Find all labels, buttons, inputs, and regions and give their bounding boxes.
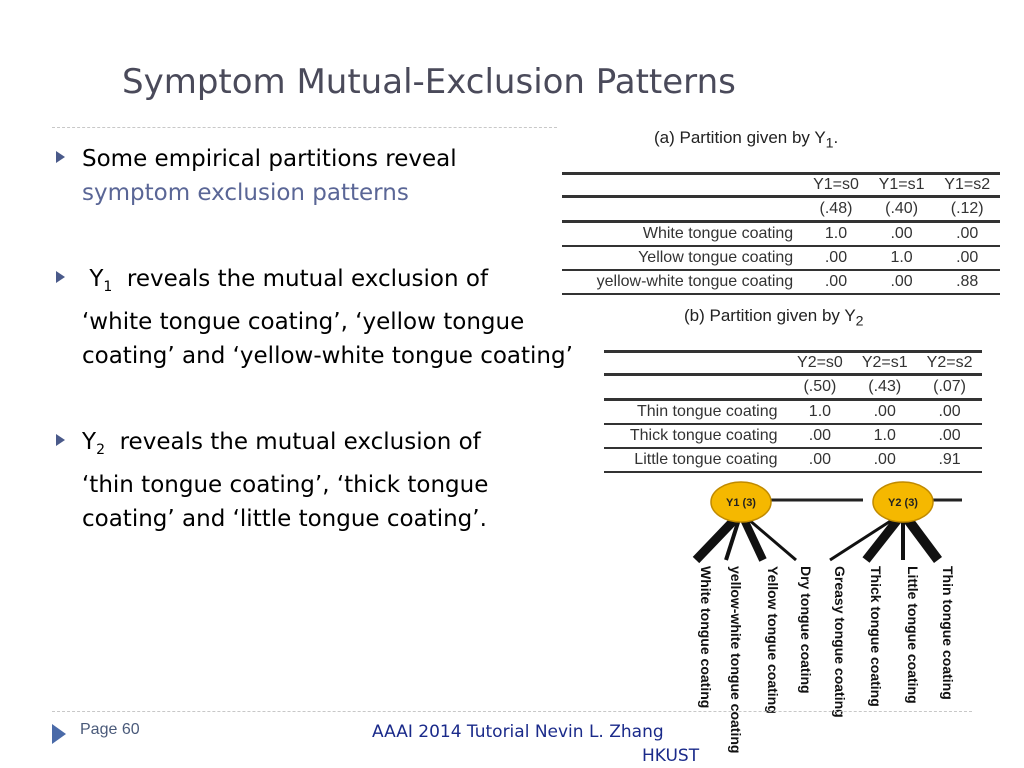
leaf-label: Dry tongue coating	[798, 566, 814, 694]
table-row: Yellow tongue coating .00 1.0 .00	[562, 246, 1000, 270]
leaf-label: yellow-white tongue coating	[728, 566, 744, 754]
bullet-2-var: Y	[89, 266, 104, 292]
leaf-label: Greasy tongue coating	[832, 566, 848, 718]
table-row: Thin tongue coating 1.0 .00 .00	[604, 400, 982, 425]
footer-tutorial: AAAI 2014 Tutorial Nevin L. Zhang	[372, 722, 664, 742]
table-row: yellow-white tongue coating .00 .00 .88	[562, 270, 1000, 294]
table-b-prior: (.07)	[917, 375, 982, 400]
slide-title: Symptom Mutual-Exclusion Patterns	[122, 62, 736, 102]
leaf-label: Little tongue coating	[905, 566, 921, 704]
caption-a: (a) Partition given by $Y_1$.	[654, 128, 839, 152]
table-row: Thick tongue coating .00 1.0 .00	[604, 424, 982, 448]
latent-node-label: Y2 (3)	[888, 497, 918, 509]
table-row: Little tongue coating .00 .00 .91	[604, 448, 982, 472]
table-a-prior: (.12)	[934, 197, 1000, 222]
table-a-prior: (.40)	[869, 197, 935, 222]
partition-table-b	[604, 350, 982, 473]
footer-divider	[52, 711, 972, 712]
bullet-1-text: Some empirical partitions reveal	[82, 146, 457, 172]
page-number: Page 60	[80, 721, 140, 738]
table-b-header: Y2=s1	[852, 352, 917, 375]
table-b-header: Y2=s2	[917, 352, 982, 375]
bullet-3-line1: reveals the mutual exclusion of	[119, 429, 481, 455]
table-b-prior: (.43)	[852, 375, 917, 400]
bullet-arrow-icon	[56, 434, 65, 446]
title-divider	[52, 127, 557, 128]
bullet-list	[52, 142, 592, 536]
bullet-2-subscript: 1	[103, 279, 113, 295]
footer-org: HKUST	[642, 746, 700, 766]
table-b-prior: (.50)	[788, 375, 853, 400]
caption-b: (b) Partition given by $Y_2$	[684, 306, 864, 330]
bullet-arrow-icon	[56, 271, 65, 283]
partition-figure	[558, 118, 1008, 768]
bullet-3-subscript: 2	[96, 442, 105, 458]
table-row: White tongue coating 1.0 .00 .00	[562, 222, 1000, 247]
partition-table-a	[562, 172, 1000, 295]
footer-arrow-icon	[52, 724, 66, 744]
leaf-label: White tongue coating	[698, 566, 714, 709]
table-a-header: Y1=s1	[869, 174, 935, 197]
bullet-3-rest: ‘thin tongue coating’, ‘thick tongue coating’ and ‘little tongue coating’.	[82, 472, 489, 532]
bullet-3	[52, 425, 592, 536]
bullet-3-var: Y	[82, 429, 97, 455]
latent-node-label: Y1 (3)	[726, 497, 756, 509]
bullet-1-accent: symptom exclusion patterns	[82, 180, 409, 206]
leaf-label: Thick tongue coating	[868, 566, 884, 707]
bullet-2-line1: reveals the mutual exclusion of	[126, 266, 489, 292]
bullet-2-rest: ‘white tongue coating’, ‘yellow tongue coating’ and ‘yellow-white tongue coating’	[82, 309, 573, 369]
leaf-label: Thin tongue coating	[940, 566, 956, 700]
bullet-1	[52, 142, 592, 210]
table-a-prior: (.48)	[803, 197, 869, 222]
table-a-header: Y1=s0	[803, 174, 869, 197]
bullet-2	[52, 262, 592, 373]
table-b-header: Y2=s0	[788, 352, 853, 375]
leaf-label: Yellow tongue coating	[765, 566, 781, 714]
bullet-arrow-icon	[56, 151, 65, 163]
table-a-header: Y1=s2	[934, 174, 1000, 197]
